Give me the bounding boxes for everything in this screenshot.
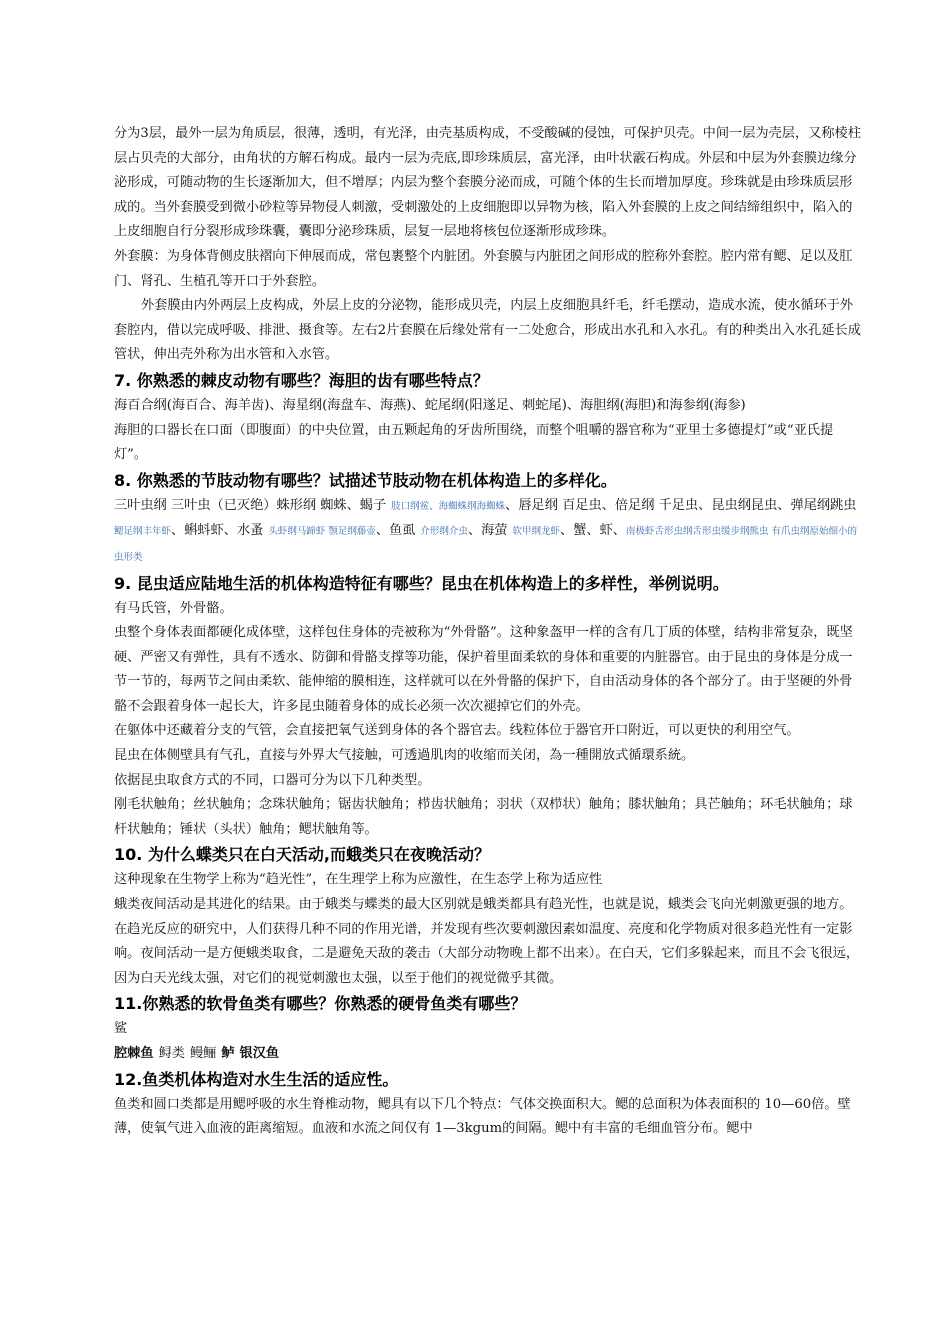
- question-9-answer-mouthparts: 依据昆虫取食方式的不同，口器可分为以下几种类型。: [114, 772, 431, 788]
- section6-paragraph-shell-layers: 分为3层，最外一层为角质层，很薄，透明，有光泽，由壳基质构成，不受酸碱的侵蚀，可保护贝壳。中间一层为壳层，又称棱柱层占贝壳的大部分，由角状的方解石构成。最内一层为壳底,即珍珠质层，富光泽，由叶状霰石构成。外层和中层为外套膜边缘分泌形成，可随动物的生长逐渐加大，但不增厚；内层为整个套膜分泌而成，可随个体的生长而增加厚度。珍珠就是由珍珠质层形成的。当外套膜受到微小砂粒等异物侵人刺激，受刺激处的上皮细胞即以异物为核，陷入外套膜的上皮之间结缔组织中，陷入的上皮细胞自行分裂形成珍珠囊，囊即分泌珍珠质，层复一层地将核包位逐渐形成珍珠。: [114, 126, 861, 240]
- question-8-heading: 8. 你熟悉的节肢动物有哪些？试描述节肢动物在机体构造上的多样化。: [114, 470, 617, 490]
- crustacean-text-b: 、鱼虱: [375, 523, 416, 539]
- question-12-heading: 12.鱼类机体构造对水生生活的适应性。: [114, 1069, 399, 1089]
- question-9-answer-trachea: 在躯体中还藏着分支的气管，会直接把氧气送到身体的各个器官去。线粒体位于器官开口附近，可以更快的利用空气。: [114, 723, 800, 739]
- question-11-heading: 11.你熟悉的软骨鱼类有哪些？你熟悉的硬骨鱼类有哪些？: [114, 994, 527, 1014]
- arthropod-classes-text: 三叶虫纲 三叶虫（已灭绝）蛛形纲 蜘蛛、蝎子: [114, 497, 387, 513]
- section6-paragraph-mantle-epithelium: 外套膜由内外两层上皮构成，外层上皮的分泌物，能形成贝壳，内层上皮细胞具纤毛，纤毛摆动，造成水流，使水循环于外套腔内，借以完成呼吸、排泄、摄食等。左右2片套膜在后缘处常有一二处愈合，形成出水孔和入水孔。有的种类出入水孔延长成管状，伸出壳外称为出水管和入水管。: [114, 298, 861, 363]
- arthropod-note-link: 肢口纲鲎、海蜘蛛纲海蜘蛛: [391, 500, 506, 512]
- question-10-heading: 10. 为什么蝶类只在白天活动,而蛾类只在夜晚活动？: [114, 845, 490, 865]
- crustacean-text-a: 、蝌蚪虾、水蚤: [171, 523, 264, 539]
- question-8-answer-line-2: [114, 519, 864, 570]
- document-page: [114, 122, 864, 1142]
- question-7-answer-teeth: 海胆的口器长在口面（即腹面）的中央位置，由五颗起角的牙齿所围绕，而整个咀嚼的器官称为“亚里士多德提灯”或“亚氏提灯”。: [114, 422, 834, 463]
- question-7-heading: 7. 你熟悉的棘皮动物有哪些？海胆的齿有哪些特点？: [114, 370, 489, 390]
- fish-coelacanth: 腔棘鱼: [114, 1046, 154, 1061]
- fish-sturgeon: 鲟类: [158, 1046, 185, 1061]
- question-9-heading: 9. 昆虫适应陆地生活的机体构造特征有哪些？昆虫在机体构造上的多样性，举例说明。: [114, 573, 729, 593]
- question-10-answer-phototaxis: 这种现象在生物学上称为“趋光性”，在生理学上称为应激性，在生态学上称为适应性: [114, 872, 603, 888]
- fish-eel: 鳗鲡: [189, 1046, 217, 1061]
- question-12-answer-gills: 鱼类和圆口类都是用鳃呼吸的水生脊椎动物，鳃具有以下几个特点：气体交换面积大。鳃的总面积为体表面积的 10—60倍。壁薄，使氧气进入血液的距离缩短。血液和水流之间仅有 1—3kgum的间隔。鳃中有丰富的毛细血管分布。鳃中: [114, 1096, 851, 1137]
- crustacean-text-c: 、海萤: [467, 523, 508, 539]
- question-10-answer-explanation: 蛾类夜间活动是其进化的结果。由于蛾类与蝶类的最大区别就是蛾类都具有趋光性，也就是说，蛾类会飞向光刺激更强的地方。在趋光反应的研究中，人们获得几种不同的作用光谱，并发现有些次要刺激因素如温度、亮度和化学物质对很多趋光性有一定影响。夜间活动一是方便蛾类取食，二是避免天敌的袭击（大部分动物晚上都不出来）。在白天，它们多躲起来，而且不会飞很远，因为白天光线太强，对它们的视觉刺激也太强，以至于他们的视觉微乎其微。: [114, 897, 860, 986]
- question-9-answer-exoskeleton: 虫整个身体表面都硬化成体壁，这样包住身体的壳被称为“外骨骼”。这种象盔甲一样的含有几丁质的体壁，结构非常复杂，既坚硬、严密又有弹性，具有不透水、防御和骨骼支撑等功能，保护着里面柔软的身体和重要的内脏器官。由于昆虫的身体是分成一节一节的，每两节之间由柔软、能伸缩的膜相连，这样就可以在外骨骼的保护下，自由活动身体的各个部分了。由于坚硬的外骨骼不会跟着身体一起长大，许多昆虫随着身体的成长必须一次次褪掉它们的外壳。: [114, 625, 853, 714]
- note-cephalocarida-maxillopoda: 头虾纲马蹄虾 颚足纲藤壶: [268, 526, 376, 538]
- question-9-answer-spiracles: 昆虫在体侧壁具有气孔，直接与外界大气接触，可透過肌肉的收缩而关闭，為一種開放式循環系統。: [114, 748, 695, 764]
- note-branchiopoda: 鳃足纲丰年虾: [114, 526, 172, 538]
- crustacean-text-d: 、蟹、虾、: [560, 523, 626, 539]
- fish-silverside: 银汉鱼: [239, 1046, 280, 1061]
- note-other-classes: 南极虾舌形虫纲舌形虫缓步纲熊虫 有爪虫纲原始细小的虫形类: [114, 526, 857, 563]
- question-9-answer-short: 有马氏管，外骨骼。: [114, 600, 233, 616]
- section6-paragraph-mantle: 外套膜：为身体背侧皮肤褶向下伸展而成，常包裹整个内脏团。外套膜与内脏团之间形成的腔称外套腔。腔内常有鳃、足以及肛门、肾孔、生植孔等开口于外套腔。: [114, 248, 853, 289]
- question-8-answer-line-1: [114, 494, 864, 520]
- question-9-answer-antennae: 刚毛状触角；丝状触角；念珠状触角；锯齿状触角；栉齿状触角；羽状（双栉状）触角；膝状触角；具芒触角；环毛状触角；球杆状触角；锤状（头状）触角；鳃状触角等。: [114, 797, 853, 837]
- note-ostracoda: 介形纲介虫: [420, 526, 468, 538]
- question-7-answer-classes: 海百合纲(海百合、海羊齿)、海星纲(海盘车、海燕)、蛇尾纲(阳遂足、刺蛇尾)、海胆纲(海胆)和海参纲(海参): [114, 397, 746, 413]
- fish-perch: 鲈: [221, 1046, 235, 1061]
- question-11-answer-cartilaginous: 鲨: [114, 1021, 128, 1037]
- question-11-answer-bony: [114, 1042, 864, 1067]
- note-malacostraca: 软甲纲龙虾: [512, 526, 561, 538]
- arthropod-classes-rest: 、唇足纲 百足虫、倍足纲 千足虫、昆虫纲昆虫、弹尾纲跳虫: [505, 497, 857, 513]
